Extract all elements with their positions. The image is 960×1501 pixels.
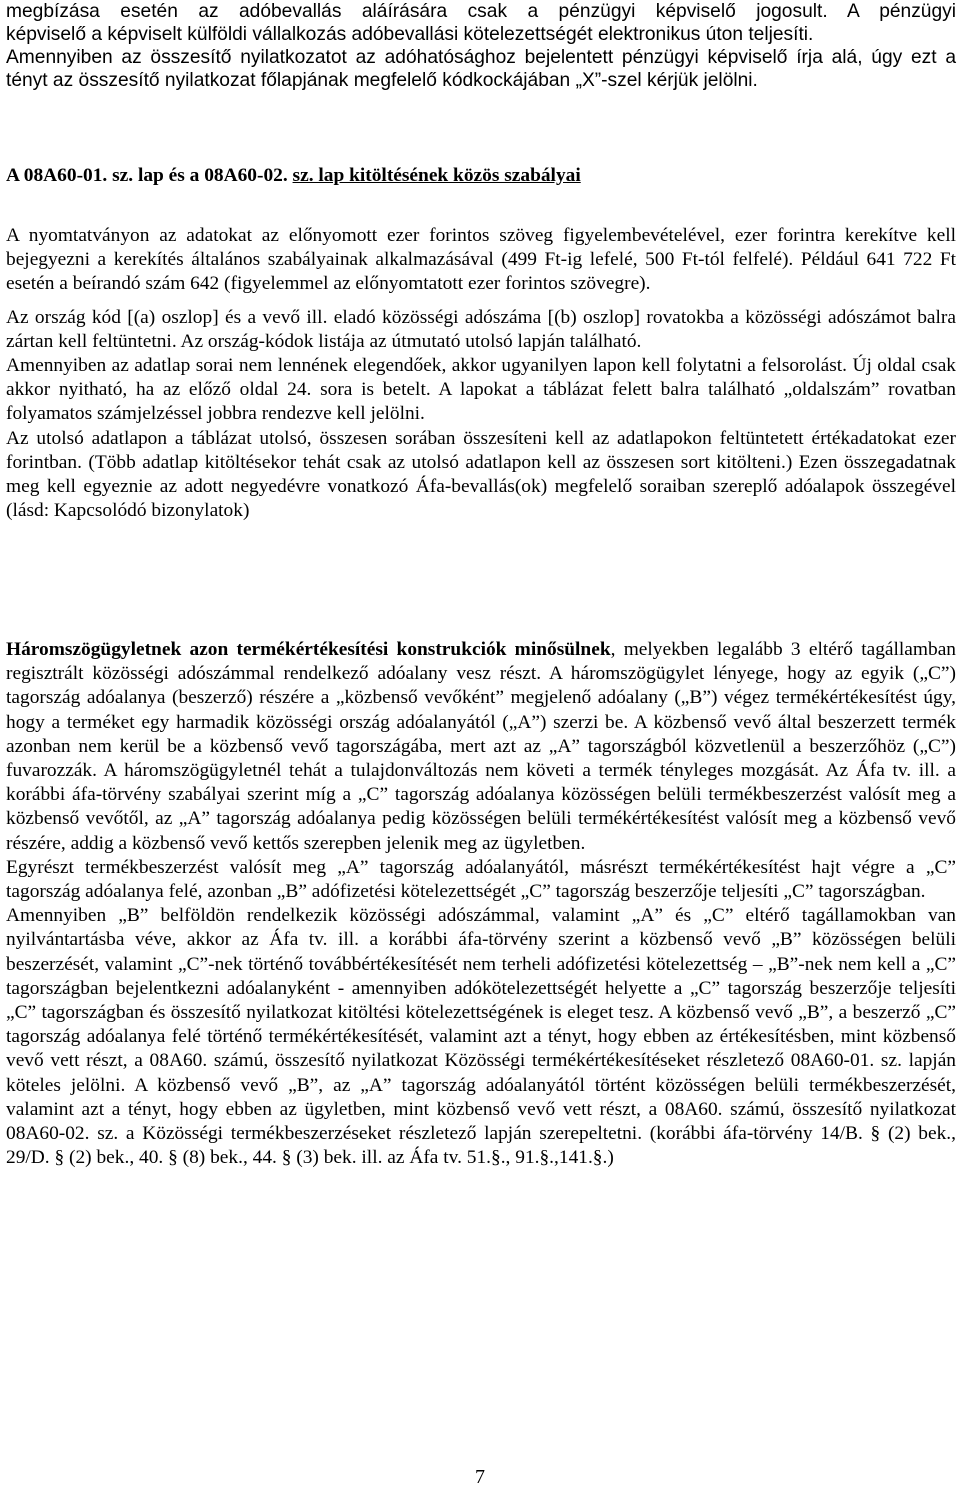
triangle-section: [6, 638, 956, 1170]
triangle-paragraph-3: Amennyiben „B” belföldön rendelkezik közösségi adószámmal, valamint „A” és „C” eltérő tagállamokban van nyilvántartásba véve, akkor az Áfa tv. ill. a korábbi áfa-törvény szerint a közbenső vevő „B” közösségen belüli beszerzését, valamint „C”-nek történő továbbértékesítését nem terheli adófizetési kötelezettség – „B”-nek nem kell a „C” tagországban bejelentkezni adóalanyként - amennyiben adókötelezettségét helyette a „C” tagország beszerzője teljesíti „C” tagországban és összesítő nyilatkozat kitöltési kötelezettségének is eleget tesz. A közbenső vevő „B”, a beszerző „C” tagország adóalanya felé történő termékértékesítését, valamint azt a tényt, hogy ebben az értékesítésben, mint közbenső vevő vett részt, a 08A60. számú, összesítő nyilatkozat Közösségi termékértékesítéseket részletező 08A60-01. sz. lapján köteles jelölni. A közbenső vevő „B”, az „A” tagország adóalanyától történt közösségen belüli termékbeszerzését, valamint azt a tényt, hogy ebben az ügyletben, mint közbenső vevő vett részt, a 08A60. számú, összesítő nyilatkozat 08A60-02. sz. a Közösségi termékbeszerzéseket részletező lapján szerepeltetni. (korábbi áfa-törvény 14/B. § (2) bek., 29/D. § (2) bek., 40. § (8) bek., 44. § (3) bek. ill. az Áfa tv. 51.§., 91.§.,141.§.): [6, 905, 956, 1169]
rules-paragraph-1: A nyomtatványon az adatokat az előnyomott ezer forintos szöveg figyelembevételével, ezer forintra kerekítve kell bejegyezni a kerekítés általános szabályainak alkalmazásával (499 Ft-ig lefelé, 500 Ft-tól felfelé). Például 641 722 Ft esetén a beírandó szám 642 (figyelemmel az előnyomtatott ezer forintos szövegre).: [6, 225, 956, 295]
section-heading-underlined: sz. lap kitöltésének közös szabályai: [292, 165, 581, 186]
section-heading-plain: A 08A60-01. sz. lap és a 08A60-02.: [6, 165, 293, 186]
intro-line-2: képviselő a képviselt külföldi vállalkozás adóbevallási kötelezettségét elektronikus úton teljesíti.: [6, 24, 814, 45]
triangle-paragraph-1: [6, 638, 956, 856]
triangle-definition-bold: Háromszögügyletnek azon termékértékesítési konstrukciók minősülnek: [6, 639, 611, 660]
rules-paragraph-2: Az ország kód [(a) oszlop] és a vevő ill. eladó közösségi adószáma [(b) oszlop] rovatokba a közösségi adószámot balra zártan kell feltüntetni. Az ország-kódok listája az útmutató utolsó lapján található.: [6, 306, 956, 352]
page-number: 7: [475, 1466, 485, 1488]
triangle-paragraph-2: Egyrészt termékbeszerzést valósít meg „A” tagország adóalanyától, másrészt termékértékesítést hajt végre a „C” tagország adóalanya felé, azonban „B” adófizetési kötelezettségét „C” tagország beszerzője teljesíti „C” tagországban.: [6, 856, 956, 903]
rules-paragraph-4: Az utolsó adatlapon a táblázat utolsó, összesen sorában összesíteni kell az adatlapokon feltüntetett értékadatokat ezer forintban. (Több adatlap kitöltésekor tehát csak az utolsó adatlapon kell az összesen sort kitölteni.) Ezen összegadatnak meg kell egyeznie az adott negyedévre vonatkozó Áfa-bevallás(ok) megfelelő soraiban szereplő adóalapok összegével (lásd: Kapcsolódó bizonylatok): [6, 427, 956, 522]
triangle-paragraph-1-text: , melyekben legalább 3 eltérő tagállamban regisztrált közösségi adószámmal rendelkező adóalany vesz részt. A háromszögügylet lényege, hogy az egyik („C”) tagország adóalanya (beszerző) részére a „közbenső vevőként” megjelenő adóalany („B”) végez termékértékesítést úgy, hogy a terméket egy harmadik közösségi ország adóalanyától („A”) szerzi be. A közbenső vevő által beszerzett termék azonban nem kerül be a közbenső vevő tagországába, mert azt az „A” tagországból közvetlenül a beszerzőhöz („C”) fuvarozzák. A háromszögügyletnél tehát a tulajdonváltozás nem követi a termék tényleges mozgását. Az Áfa tv. ill. a korábbi áfa-törvény szabályai szerint míg a „C” tagország adóalanya közösségen belüli termékbeszerzést valósít meg a közbenső vevőtől, az „A” tagország adóalanya pedig közösségen belüli termékértékesítést valósít meg a közbenső vevő részére, addig a közbenső vevő kettős szerepben jelenik meg az ügyletben.: [6, 639, 956, 854]
intro-line-1: megbízása esetén az adóbevallás aláírására csak a pénzügyi képviselő jogosult. A pénzügyi: [6, 1, 956, 22]
intro-section: [6, 0, 956, 92]
rules-section: [6, 224, 956, 523]
intro-paragraph: Amennyiben az összesítő nyilatkozatot az adóhatósághoz bejelentett pénzügyi képviselő írja alá, úgy ezt a tényt az összesítő nyilatkozat főlapjának megfelelő kódkockájában „X”-szel kérjük jelölni.: [6, 47, 956, 91]
rules-paragraph-3: Amennyiben az adatlap sorai nem lennének elegendőek, akkor ugyanilyen lapon kell folytatni a felsorolást. Új oldal csak akkor nyitható, ha az előző oldal 24. sora is betelt. A lapokat a táblázat felett balra található „oldalszám” rovatban folyamatos számjelzéssel jobbra rendezve kell jelölni.: [6, 355, 956, 425]
section-heading: [6, 164, 956, 188]
